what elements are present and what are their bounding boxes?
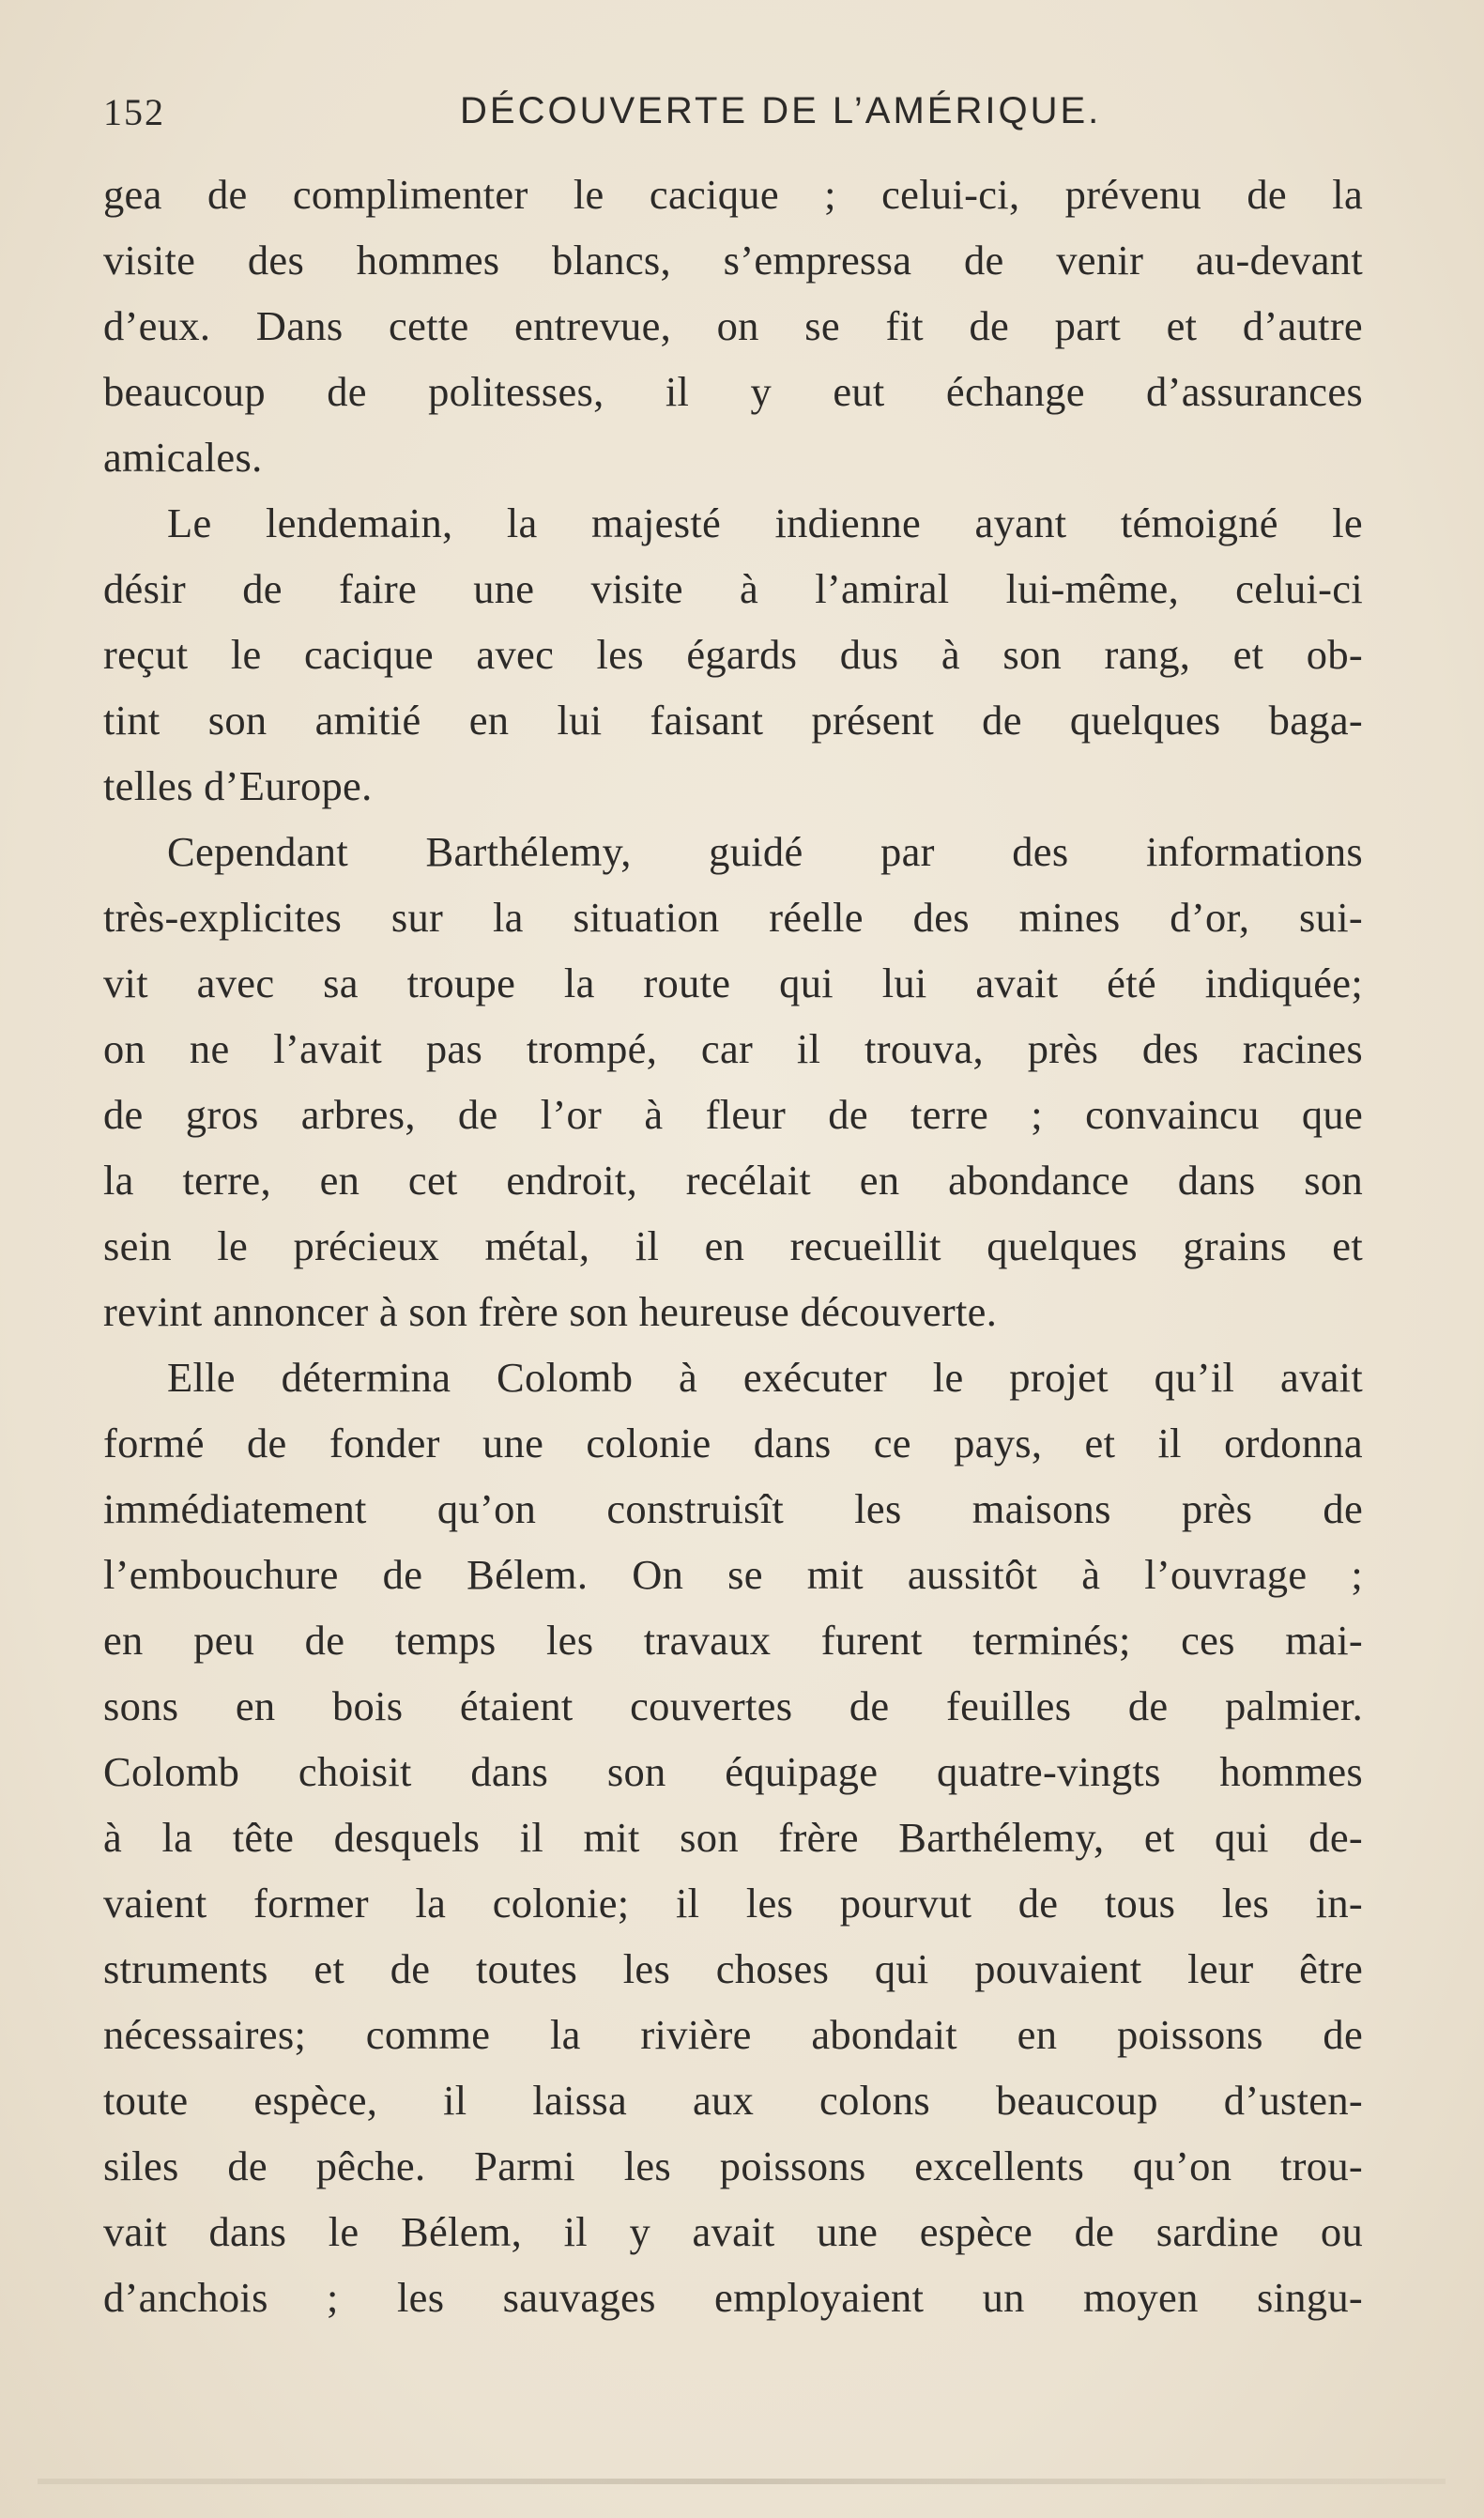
text-line: siles de pêche. Parmi les poissons excellents qu’on trou-	[103, 2142, 1363, 2189]
text-line: gea de complimenter le cacique ; celui-ci, prévenu de la	[103, 171, 1363, 218]
text-line: sein le précieux métal, il en recueillit quelques grains et	[103, 1222, 1363, 1269]
text-line: l’embouchure de Bélem. On se mit aussitôt à l’ouvrage ;	[103, 1551, 1363, 1598]
text-line: toute espèce, il laissa aux colons beaucoup d’usten-	[103, 2077, 1363, 2124]
text-line: sons en bois étaient couvertes de feuilles de palmier.	[103, 1682, 1363, 1729]
text-line: Elle détermina Colomb à exécuter le projet qu’il avait	[167, 1354, 1363, 1401]
text-line: vit avec sa troupe la route qui lui avait été indiquée;	[103, 960, 1363, 1006]
text-line: beaucoup de politesses, il y eut échange d’assurances	[103, 368, 1363, 415]
body-text	[103, 161, 1363, 2330]
text-line: Cependant Barthélemy, guidé par des informations	[167, 828, 1363, 875]
text-line: on ne l’avait pas trompé, car il trouva, près des racines	[103, 1025, 1363, 1072]
page-header	[103, 90, 1361, 146]
text-line: à la tête desquels il mit son frère Barthélemy, et qui de-	[103, 1814, 1363, 1861]
text-line: d’eux. Dans cette entrevue, on se fit de part et d’autre	[103, 302, 1363, 349]
text-line: vaient former la colonie; il les pourvut de tous les in-	[103, 1880, 1363, 1927]
text-line: reçut le cacique avec les égards dus à son rang, et ob-	[103, 631, 1363, 678]
running-title: DÉCOUVERTE DE L’AMÉRIQUE.	[460, 90, 1102, 131]
text-line: très-explicites sur la situation réelle des mines d’or, sui-	[103, 894, 1363, 941]
text-line: en peu de temps les travaux furent terminés; ces mai-	[103, 1617, 1363, 1664]
text-line: tint son amitié en lui faisant présent de quelques baga-	[103, 697, 1363, 744]
text-line: telles d’Europe.	[103, 762, 373, 809]
text-line: Le lendemain, la majesté indienne ayant témoigné le	[167, 499, 1363, 546]
text-line: visite des hommes blancs, s’empressa de venir au-devant	[103, 237, 1363, 284]
text-line: formé de fonder une colonie dans ce pays, et il ordonna	[103, 1420, 1363, 1466]
text-line: désir de faire une visite à l’amiral lui-même, celui-ci	[103, 565, 1363, 612]
text-line: amicales.	[103, 434, 263, 481]
text-line: vait dans le Bélem, il y avait une espèce de sardine ou	[103, 2208, 1363, 2255]
page-bottom-edge	[38, 2479, 1446, 2484]
text-line: d’anchois ; les sauvages employaient un moyen singu-	[103, 2274, 1363, 2321]
text-line: Colomb choisit dans son équipage quatre-vingts hommes	[103, 1748, 1363, 1795]
text-line: la terre, en cet endroit, recélait en abondance dans son	[103, 1157, 1363, 1204]
text-line: de gros arbres, de l’or à fleur de terre ; convaincu que	[103, 1091, 1363, 1138]
text-line: struments et de toutes les choses qui pouvaient leur être	[103, 1945, 1363, 1992]
text-line: revint annoncer à son frère son heureuse découverte.	[103, 1288, 998, 1335]
text-line: immédiatement qu’on construisît les maisons près de	[103, 1485, 1363, 1532]
text-line: nécessaires; comme la rivière abondait en poissons de	[103, 2011, 1363, 2058]
page-number: 152	[103, 91, 165, 133]
